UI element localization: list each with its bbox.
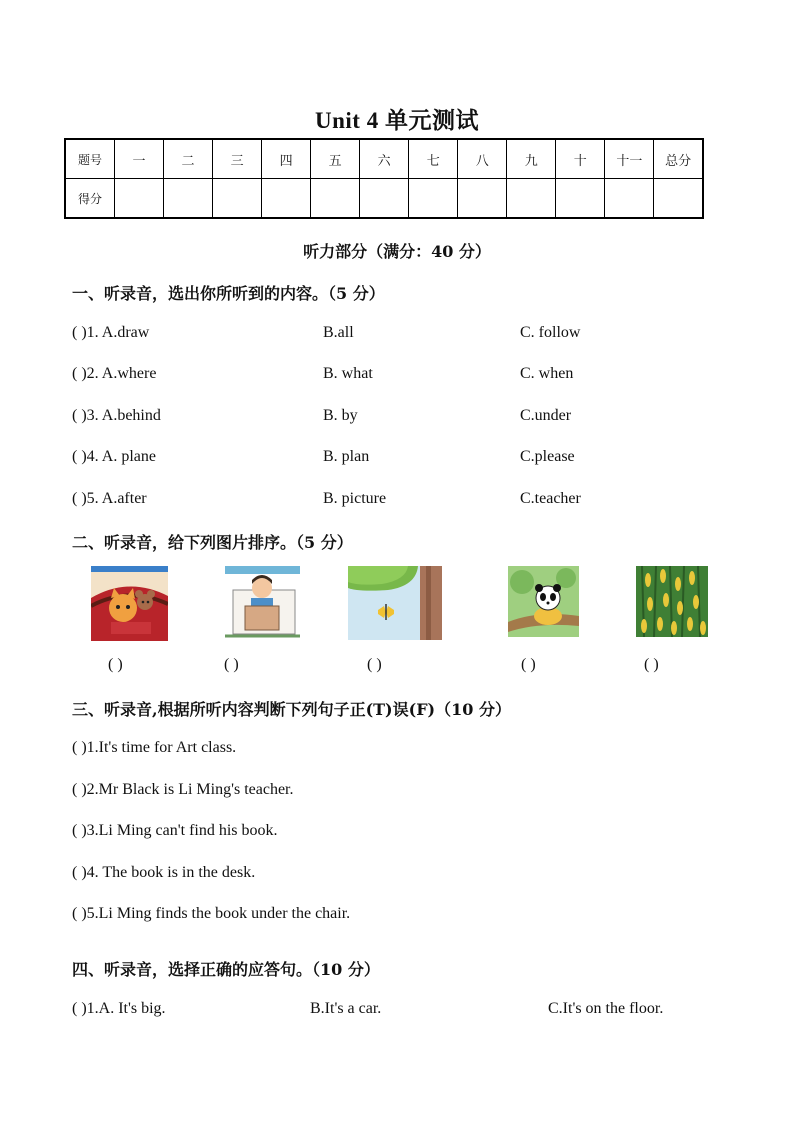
score-cell[interactable] bbox=[311, 179, 360, 219]
score-table-column: 三 bbox=[213, 139, 262, 179]
boy-with-painting-picture bbox=[225, 566, 300, 641]
s1-q2-b: B. what bbox=[323, 365, 373, 382]
panda-on-branch-picture bbox=[508, 566, 579, 637]
s1-q5-a: ( )5. A.after bbox=[72, 490, 147, 507]
s1-q1-a: ( )1. A.draw bbox=[72, 324, 150, 341]
score-cell[interactable] bbox=[605, 179, 654, 219]
score-cell[interactable] bbox=[409, 179, 458, 219]
s1-q4-b: B. plan bbox=[323, 448, 370, 465]
score-table-column: 八 bbox=[458, 139, 507, 179]
score-table-column: 一 bbox=[115, 139, 164, 179]
score-table-column: 四 bbox=[262, 139, 311, 179]
s1-q5-c: C.teacher bbox=[520, 490, 581, 507]
picture4-answer-blank[interactable]: ( ) bbox=[521, 656, 536, 673]
score-table-column: 二 bbox=[164, 139, 213, 179]
score-cell[interactable] bbox=[213, 179, 262, 219]
listening-section-header: 听力部分（满分：40 分） bbox=[303, 242, 491, 261]
s1-q3-c: C.under bbox=[520, 407, 572, 424]
s3-item: ( )5.Li Ming finds the book under the chair. bbox=[72, 905, 351, 922]
corn-field-picture bbox=[636, 566, 708, 637]
s4-q1-b: B.It's a car. bbox=[310, 1000, 382, 1017]
score-table-column: 总分 bbox=[654, 139, 703, 179]
picture2-answer-blank[interactable]: ( ) bbox=[224, 656, 239, 673]
score-table-row-label: 题号 bbox=[65, 139, 115, 179]
score-table-row-label: 得分 bbox=[65, 179, 115, 219]
score-cell[interactable] bbox=[360, 179, 409, 219]
score-table-column: 七 bbox=[409, 139, 458, 179]
s1-q1-c: C. follow bbox=[520, 324, 581, 341]
score-table-column: 十一 bbox=[605, 139, 654, 179]
score-cell[interactable] bbox=[654, 179, 703, 219]
s1-q5-b: B. picture bbox=[323, 490, 387, 507]
s3-item: ( )4. The book is in the desk. bbox=[72, 864, 256, 881]
picture-row bbox=[0, 566, 794, 646]
picture5-answer-blank[interactable]: ( ) bbox=[644, 656, 659, 673]
picture3-answer-blank[interactable]: ( ) bbox=[367, 656, 382, 673]
score-cell[interactable] bbox=[458, 179, 507, 219]
score-table-header-row bbox=[65, 139, 703, 179]
score-cell[interactable] bbox=[115, 179, 164, 219]
s3-item: ( )3.Li Ming can't find his book. bbox=[72, 822, 278, 839]
s4-q1-a: ( )1.A. It's big. bbox=[72, 1000, 166, 1017]
s1-q2-a: ( )2. A.where bbox=[72, 365, 157, 382]
s1-q4-c: C.please bbox=[520, 448, 575, 465]
s3-item: ( )1.It's time for Art class. bbox=[72, 739, 237, 756]
score-cell[interactable] bbox=[164, 179, 213, 219]
s1-q3-b: B. by bbox=[323, 407, 358, 424]
s1-q1-b: B.all bbox=[323, 324, 354, 341]
s4-q1-c: C.It's on the floor. bbox=[548, 1000, 664, 1017]
s1-q2-c: C. when bbox=[520, 365, 574, 382]
score-table bbox=[64, 138, 704, 219]
section3-heading: 三、听录音,根据所听内容判断下列句子正(T)误(F)（10 分） bbox=[72, 700, 511, 719]
score-cell[interactable] bbox=[507, 179, 556, 219]
section2-heading: 二、听录音，给下列图片排序。（5 分） bbox=[72, 533, 353, 552]
score-table-column: 十 bbox=[556, 139, 605, 179]
page-title: Unit 4 单元测试 bbox=[315, 108, 479, 133]
section4-heading: 四、听录音，选择正确的应答句。（10 分） bbox=[72, 960, 380, 979]
score-cell[interactable] bbox=[556, 179, 605, 219]
cat-and-mouse-picture bbox=[91, 566, 168, 641]
picture1-answer-blank[interactable]: ( ) bbox=[108, 656, 123, 673]
score-table-column: 五 bbox=[311, 139, 360, 179]
score-table-column: 六 bbox=[360, 139, 409, 179]
score-table-score-row bbox=[65, 179, 703, 219]
tree-and-butterfly-picture bbox=[348, 566, 442, 640]
section1-heading: 一、听录音，选出你所听到的内容。（5 分） bbox=[72, 284, 385, 303]
s1-q4-a: ( )4. A. plane bbox=[72, 448, 156, 465]
s1-q3-a: ( )3. A.behind bbox=[72, 407, 161, 424]
score-table-column: 九 bbox=[507, 139, 556, 179]
score-cell[interactable] bbox=[262, 179, 311, 219]
s3-item: ( )2.Mr Black is Li Ming's teacher. bbox=[72, 781, 294, 798]
